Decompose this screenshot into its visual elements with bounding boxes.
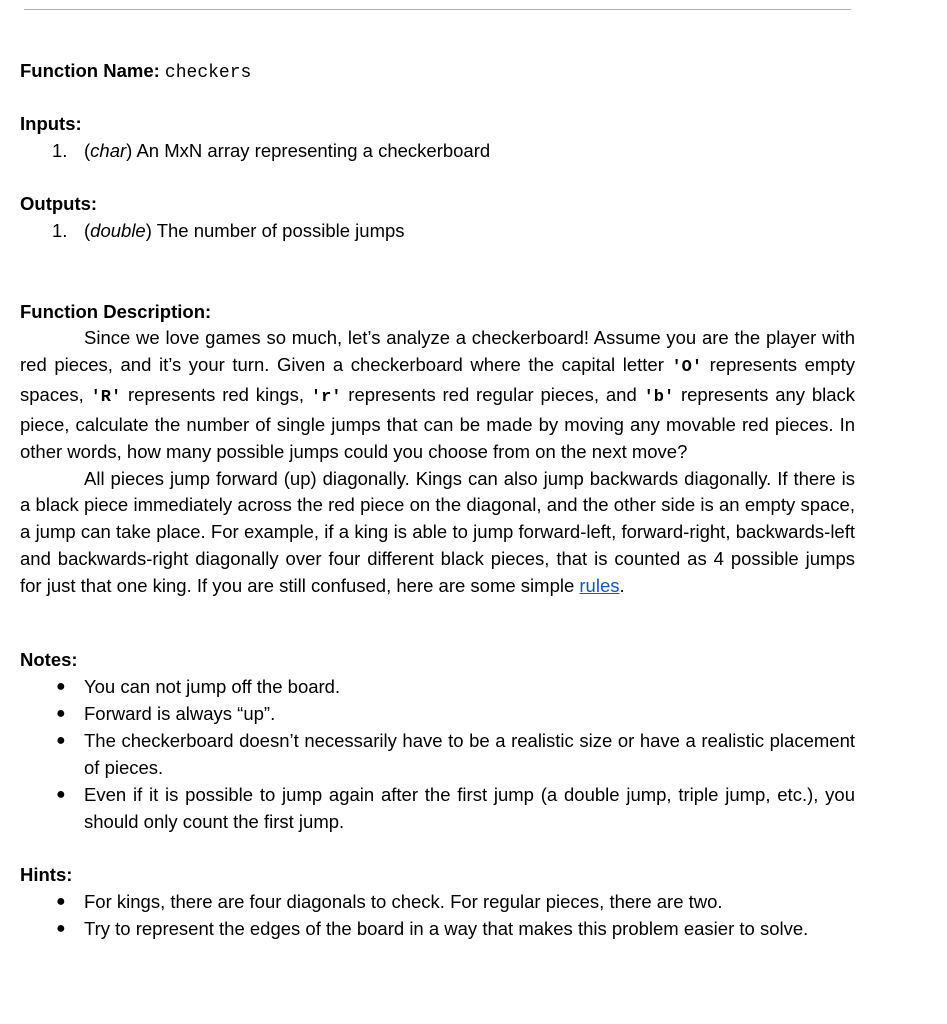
notes-section xyxy=(20,646,855,835)
note-text: You can not jump off the board. xyxy=(84,676,341,697)
inputs-section xyxy=(20,110,855,164)
notes-list xyxy=(20,673,855,835)
hint-text: Try to represent the edges of the board in a way that makes this problem easier to solve. xyxy=(84,918,809,939)
input-item-desc: An MxN array representing a checkerboard xyxy=(136,140,491,161)
function-name-value: checkers xyxy=(164,63,252,83)
notes-heading: Notes: xyxy=(20,649,78,670)
inputs-list xyxy=(20,137,855,164)
top-divider xyxy=(24,9,851,10)
bullet-icon: ● xyxy=(56,786,66,803)
bullet-icon: ● xyxy=(56,678,66,695)
output-item-number: 1. xyxy=(52,220,68,241)
description-paragraph-1 xyxy=(20,325,855,466)
output-item-desc: The number of possible jumps xyxy=(156,220,405,241)
note-text: Even if it is possible to jump again after the first jump (a double jump, triple jump, etc.), you should only count the first jump. xyxy=(84,784,855,832)
output-item-type: double xyxy=(90,220,146,241)
outputs-list xyxy=(20,217,855,244)
desc-p2-end: . xyxy=(619,575,625,597)
desc-p1-text-e: represents any black piece, calculate the number of single jumps that can be made by moving any movable red pieces. In other words, how many possible jumps could you choose from on the next move? xyxy=(20,383,856,462)
bullet-icon: ● xyxy=(56,893,66,910)
bullet-icon: ● xyxy=(56,732,66,749)
code-black-piece-char: 'b' xyxy=(643,387,675,407)
bullet-icon: ● xyxy=(56,920,66,937)
code-empty-char: 'O' xyxy=(671,357,703,377)
desc-p2-text: All pieces jump forward (up) diagonally. Kings can also jump backwards diagonally. If there is a black piece immediately across the red piece on the diagonal, and the other side is an empty space, a jump can take place. For example, if a king is able to jump forward-left, forward-right, backwards-left and backwards-right diagonally over four different black pieces, that is counted as 4 possible jumps for just that one king. If you are still confused, here are some simple xyxy=(20,467,855,597)
note-item xyxy=(20,673,855,700)
desc-p1-text-a: Since we love games so much, let’s analyze a checkerboard! Assume you are the player with red pieces, and it’s your turn. Given a checkerboard where the capital letter xyxy=(20,327,855,375)
hint-item xyxy=(20,915,855,942)
hints-section xyxy=(20,861,855,942)
function-name-label: Function Name: xyxy=(20,60,160,81)
note-text: The checkerboard doesn’t necessarily have to be a realistic size or have a realistic placement of pieces. xyxy=(84,730,855,778)
hint-text: For kings, there are four diagonals to check. For regular pieces, there are two. xyxy=(84,891,723,912)
inputs-heading: Inputs: xyxy=(20,113,82,134)
description-section xyxy=(20,298,855,600)
desc-p1-text-d: represents red regular pieces, and xyxy=(341,383,644,405)
function-name-line xyxy=(20,57,855,87)
note-text: Forward is always “up”. xyxy=(84,703,276,724)
hints-heading: Hints: xyxy=(20,864,73,885)
desc-p1-text-c: represents red kings, xyxy=(121,383,311,405)
hint-item xyxy=(20,888,855,915)
outputs-section xyxy=(20,190,855,244)
note-item xyxy=(20,700,855,727)
function-name-section xyxy=(20,57,855,87)
input-item: 1. (char) An MxN array representing a checkerboard xyxy=(20,137,855,164)
note-item xyxy=(20,727,855,781)
bullet-icon: ● xyxy=(56,705,66,722)
description-heading: Function Description: xyxy=(20,301,212,322)
rules-link[interactable]: rules xyxy=(579,575,620,597)
note-item xyxy=(20,781,855,835)
output-item: 1. (double) The number of possible jumps xyxy=(20,217,855,244)
outputs-heading: Outputs: xyxy=(20,193,98,214)
input-item-number: 1. xyxy=(52,140,68,161)
hints-list xyxy=(20,888,855,942)
input-item-type: char xyxy=(90,140,127,161)
code-red-king-char: 'R' xyxy=(90,387,122,407)
desc-p1-text-b: represents empty spaces, xyxy=(20,353,855,405)
code-red-piece-char: 'r' xyxy=(310,387,342,407)
description-paragraph-2 xyxy=(20,466,855,601)
